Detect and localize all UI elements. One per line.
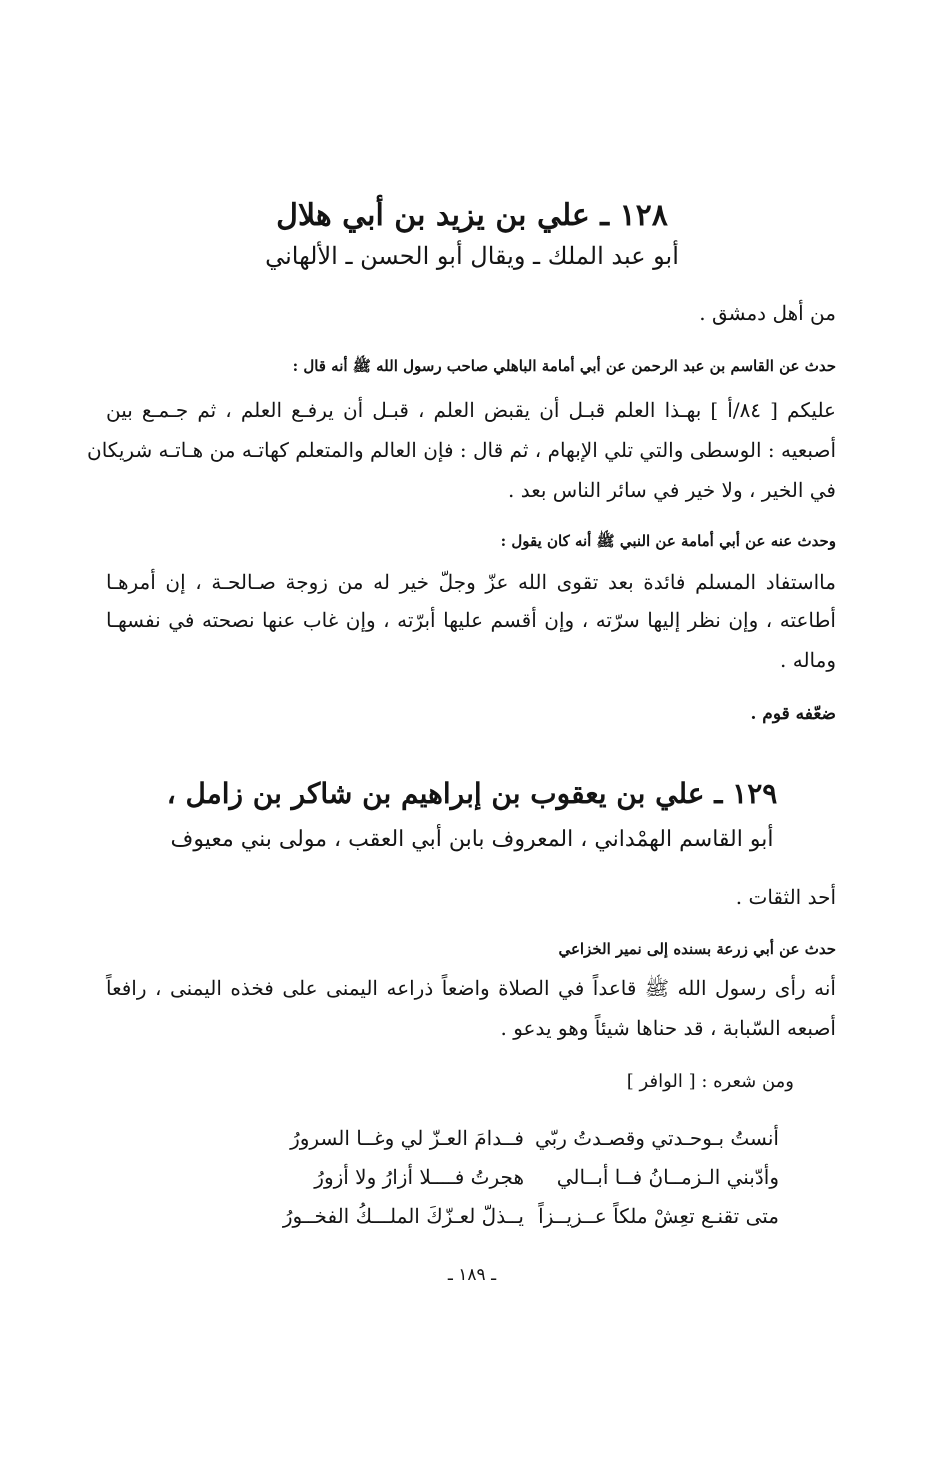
entry-128-text-2-line-3: وماله . xyxy=(780,648,836,672)
entry-128-title: ١٢٨ ـ علي بن يزيد بن أبي هلال xyxy=(276,198,668,233)
entry-128-text-1-line-2: أصبعيه : الوسطى والتي تلي الإبهام ، ثم قال : فإن العالم والمتعلم كهاتـه من هـاتـه شريكان xyxy=(87,438,836,462)
verse-1-first-hemistich: أنستُ بـوحـدتي وقصـدتُ ربّي xyxy=(534,1126,779,1150)
verse-3-first-hemistich: متى تقنـع تعِشْ ملكاً عــزيــزاً xyxy=(538,1204,779,1228)
poetry-intro: ومن شعره : [ الوافر ] xyxy=(626,1071,794,1092)
verse-3-second-hemistich: يــذلّ لعـزّكَ الملـــكُ الفخــورُ xyxy=(282,1204,524,1228)
entry-128-chain-1: حدث عن القاسم بن عبد الرحمن عن أبي أمامة الباهلي صاحب رسول الله ﷺ أنه قال : xyxy=(292,357,836,375)
entry-128-origin: من أهل دمشق . xyxy=(699,301,836,325)
verse-2-second-hemistich: هجرتُ فــــلا أزارُ ولا أزورُ xyxy=(314,1165,524,1189)
entry-129-text-line-1: أنه رأى رسول الله ﷺ قاعداً في الصلاة واضعاً ذراعه اليمنى على فخذه اليمنى ، رافعاً xyxy=(106,976,836,1000)
verse-2-first-hemistich: وأدّبني الـزمــانُ فــا أبــالي xyxy=(556,1165,779,1189)
entry-128-text-2-line-1: مااستفاد المسلم فائدة بعد تقوى الله عزّ وجلّ خير له من زوجة صـالحـة ، إن أمرهـا xyxy=(106,570,836,594)
entry-128-text-1-line-3: في الخير ، ولا خير في سائر الناس بعد . xyxy=(508,478,836,502)
entry-129-chain: حدث عن أبي زرعة بسنده إلى نمير الخزاعي xyxy=(558,940,836,958)
page-number: ـ ١٨٩ ـ xyxy=(447,1265,497,1285)
entry-128-text-1-line-1: عليكم [ ٨٤/أ ] بهـذا العلم قبـل أن يقبض العلم ، قبـل أن يرفـع العلم ، ثم جـمـع بين xyxy=(106,398,836,422)
verse-1-second-hemistich: فــدامَ العـزّ لي وغــا السرورُ xyxy=(290,1126,524,1150)
entry-128-chain-2: وحدث عنه عن أبي أمامة عن النبي ﷺ أنه كان يقول : xyxy=(500,532,836,550)
entry-129-grade: أحد الثقات . xyxy=(735,885,836,909)
entry-129-subtitle: أبو القاسم الهمْداني ، المعروف بابن أبي العقب ، مولى بني معيوف xyxy=(170,827,774,852)
entry-128-text-2-line-2: أطاعته ، وإن نظر إليها سرّته ، وإن أقسم عليها أبرّته ، وإن غاب عنها نصحته في نفسهـا xyxy=(106,608,836,632)
entry-129-title: ١٢٩ ـ علي بن يعقوب بن إبراهيم بن شاكر بن زامل ، xyxy=(166,777,778,810)
entry-128-verdict: ضعّفه قوم . xyxy=(750,704,836,724)
entry-128-subtitle: أبو عبد الملك ـ ويقال أبو الحسن ـ الألهاني xyxy=(265,242,679,270)
entry-129-text-line-2: أصبعه السّبابة ، قد حناها شيئاً وهو يدعو . xyxy=(500,1016,836,1040)
